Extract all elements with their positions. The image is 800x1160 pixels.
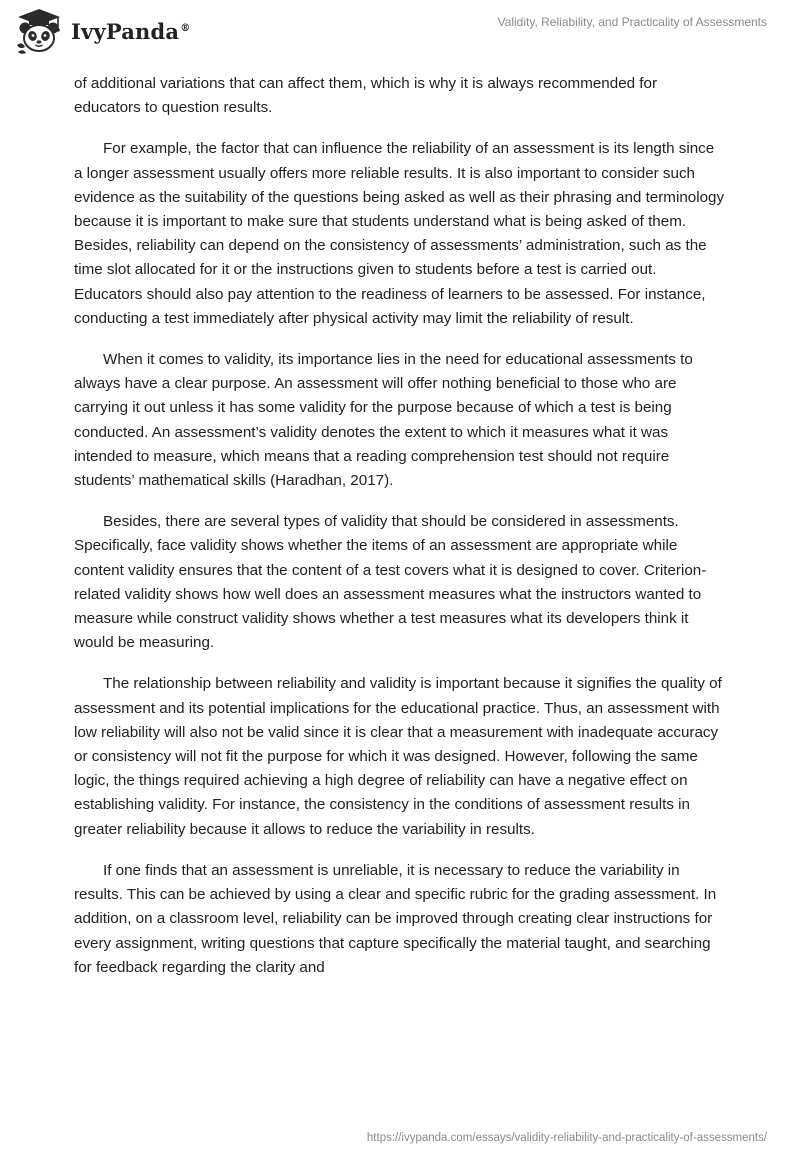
paragraph: When it comes to validity, its importance lies in the need for educational assessments to always have a clear purpose. An assessment will offer nothing beneficial to those who are carrying it out unless it has some validity for the purpose because of which a test is being conducted. An assessment’s validity denotes the extent to which it measures what it was intended to measure, which means that a reading comprehension test should not require students’ mathematical skills (Haradhan, 2017).	[74, 351, 693, 490]
paragraph: The relationship between reliability and validity is important because it signifies the quality of assessment and its potential implications for the educational practice. Thus, an assessment with low reliability will also not be valid since it is clear that a measurement with inadequate accuracy or consistency will not fit the purpose for which it was designed. However, following the same logic, the things required achieving a high degree of reliability can have a negative effect on establishing validity. For instance, the consistency in the conditions of assessment results in greater reliability because it allows to reduce the variability in results.	[74, 675, 722, 838]
ivypanda-logo[interactable]	[14, 6, 190, 56]
paragraph: Besides, there are several types of validity that should be considered in assessments. Specifically, face validity shows whether the items of an assessment are appropriate while content validity ensures that the content of a test covers what it is designed to cover. Criterion-related validity shows how well does an assessment measures what the instructors wanted to measure while construct validity shows whether a test measures what its developers think it would be measuring.	[74, 513, 707, 652]
brand-name: IvyPanda®	[71, 18, 191, 44]
page-header	[0, 0, 800, 68]
essay-body	[74, 72, 726, 997]
source-url: https://ivypanda.com/essays/validity-reliability-and-practicality-of-assessments/	[366, 1132, 767, 1144]
paragraph: If one finds that an assessment is unreliable, it is necessary to reduce the variability in results. This can be achieved by using a clear and specific rubric for the grading assessment. In addition, on a classroom level, reliability can be improved through creating clear instructions for every assignment, writing questions that capture specifically the material taught, and searching for feedback regarding the clarity and	[74, 861, 717, 976]
document-title: Validity, Reliability, and Practicality of Assessments	[497, 15, 767, 29]
paragraph: of additional variations that can affect them, which is why it is always recommended for educators to question results.	[74, 75, 658, 117]
paragraph: For example, the factor that can influence the reliability of an assessment is its length since a longer assessment usually offers more reliable results. It is also important to consider such evidence as the suitability of the questions being asked as well as their phrasing and terminology because it is important to make sure that students understand what is being asked of them. Besides, reliability can depend on the consistency of assessments’ administration, such as the time slot allocated for it or the instructions given to students before a test is carried out. Educators should also pay attention to the readiness of learners to be assessed. For instance, conducting a test immediately after physical activity may limit the reliability of result.	[74, 140, 725, 327]
panda-graduation-cap-icon	[14, 7, 64, 55]
